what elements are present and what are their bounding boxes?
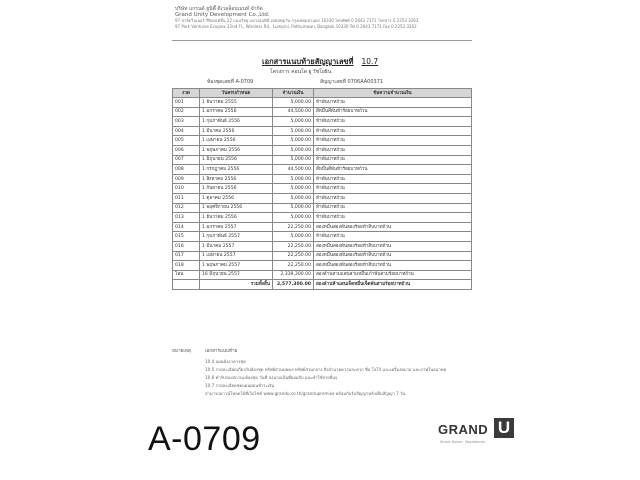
contract-number: 0706AA00371 xyxy=(347,79,384,85)
total-empty-cell xyxy=(173,280,200,290)
table-row xyxy=(173,126,472,136)
row-due-date: 1 พฤศจิกายน 2556 xyxy=(200,203,273,213)
row-amount-text: ห้าพันบาทถ้วน xyxy=(314,232,472,242)
row-amount: 22,250.00 xyxy=(273,241,314,251)
remark-item: 10.5 รายละเอียดเกี่ยวกับห้องชุด ทรัพย์ส่วนบุคคล ทรัพย์ส่วนกลาง สิ่งอำนวยความสะดวก ชื่อ โลโก้ และเครื่องหมาย และภาพในอนาคต xyxy=(205,367,447,372)
row-amount: 44,500.00 xyxy=(273,107,314,117)
table-row xyxy=(173,270,472,280)
row-installment: 011 xyxy=(173,193,200,203)
row-due-date: 1 มีนาคม 2557 xyxy=(200,241,273,251)
row-amount-text: ห้าพันบาทถ้วน xyxy=(314,117,472,127)
row-amount: 44,500.00 xyxy=(273,165,314,175)
row-installment: 006 xyxy=(173,145,200,155)
document-title-text: เอกสารแนบท้ายสัญญาเลขที่ xyxy=(262,57,354,66)
row-due-date: 1 มกราคม 2557 xyxy=(200,222,273,232)
row-amount: 22,250.00 xyxy=(273,261,314,271)
row-amount: 2,339,300.00 xyxy=(273,270,314,280)
row-installment: 017 xyxy=(173,251,200,261)
header-installment: งวด xyxy=(173,89,200,98)
remarks-label: หมายเหตุ xyxy=(172,349,191,354)
contract-label: สัญญาเลขที่ xyxy=(320,79,346,85)
company-header xyxy=(175,6,418,30)
total-amount: 2,577,300.00 xyxy=(273,280,314,290)
row-due-date: 16 มิถุนายน 2557 xyxy=(200,270,273,280)
company-address-en: 97 Park Ventures Ecoplex 22nd Fl., Wireless Rd., Lumpini, Pathumwan, Bangkok 10330 Tel 0 2643 7171 Fax 0 2253 3263 xyxy=(175,24,417,29)
row-amount: 5,000.00 xyxy=(273,174,314,184)
table-row xyxy=(173,107,472,117)
table-row xyxy=(173,174,472,184)
row-amount-text: ห้าพันบาทถ้วน xyxy=(314,213,472,223)
document-title-number: 10.7 xyxy=(361,57,379,66)
row-installment: 009 xyxy=(173,174,200,184)
company-address-th: 97 ปาร์ควีนเนอร์ รีซิเดนท์ชั้น 22 ถนนวิทยุ แขวงลุมพินี เขตปทุมวัน กรุงเทพมหานคร 10330 โทรศัพท์ 0 2643 7171 โทรสาร 0 2253 3263 xyxy=(175,18,419,23)
row-amount: 5,000.00 xyxy=(273,203,314,213)
row-amount-text: สองหมื่นสองพันสองร้อยห้าสิบบาทถ้วน xyxy=(314,261,472,271)
row-amount-text: สองล้านสามแสนสามหมื่นเก้าพันสามร้อยบาทถ้วน xyxy=(314,270,472,280)
table-row xyxy=(173,145,472,155)
row-due-date: 1 กันยายน 2556 xyxy=(200,184,273,194)
row-due-date: 1 สิงหาคม 2556 xyxy=(200,174,273,184)
total-amount-text: สองล้านห้าแสนเจ็ดหมื่นเจ็ดพันสามร้อยบาทถ้วน xyxy=(314,280,472,290)
row-amount: 5,000.00 xyxy=(273,136,314,146)
table-row xyxy=(173,193,472,203)
total-row xyxy=(173,280,472,290)
row-amount: 5,000.00 xyxy=(273,213,314,223)
row-installment: 015 xyxy=(173,232,200,242)
row-due-date: 1 พฤษภาคม 2557 xyxy=(200,261,273,271)
row-amount-text: สี่หมื่นสี่พันห้าร้อยบาทถ้วน xyxy=(314,165,472,175)
row-installment: 005 xyxy=(173,136,200,146)
row-due-date: 1 ธันวาคม 2555 xyxy=(200,98,273,108)
row-installment: 010 xyxy=(173,184,200,194)
row-installment: 012 xyxy=(173,203,200,213)
header-due-date: วันครบกำหนด xyxy=(200,89,273,98)
table-row xyxy=(173,165,472,175)
row-installment: 001 xyxy=(173,98,200,108)
row-amount-text: สี่หมื่นสี่พันห้าร้อยบาทถ้วน xyxy=(314,107,472,117)
header-amount: จำนวนเงิน xyxy=(273,89,314,98)
row-due-date: 1 เมษายน 2556 xyxy=(200,136,273,146)
row-due-date: 1 ตุลาคม 2556 xyxy=(200,193,273,203)
row-amount-text: ห้าพันบาทถ้วน xyxy=(314,145,472,155)
company-name-en: Grand Unity Development Co.,Ltd. xyxy=(175,12,270,18)
row-installment: 014 xyxy=(173,222,200,232)
table-row xyxy=(173,213,472,223)
table-header-row xyxy=(173,89,472,98)
row-amount-text: ห้าพันบาทถ้วน xyxy=(314,98,472,108)
row-due-date: 1 มีนาคม 2556 xyxy=(200,126,273,136)
project-name: โครงการ คอนโด ยู รัชโยธิน xyxy=(270,69,332,75)
row-amount-text: ห้าพันบาทถ้วน xyxy=(314,174,472,184)
remarks-list xyxy=(205,358,446,398)
row-amount: 5,000.00 xyxy=(273,184,314,194)
header-amount-text: ข้อความจำนวนเงิน xyxy=(314,89,472,98)
row-amount: 5,000.00 xyxy=(273,155,314,165)
row-amount: 5,000.00 xyxy=(273,117,314,127)
row-due-date: 1 เมษายน 2557 xyxy=(200,251,273,261)
row-amount: 5,000.00 xyxy=(273,126,314,136)
row-amount: 5,000.00 xyxy=(273,98,314,108)
remark-item: สามารถดาวน์โหลดได้ที่เว็บไซต์ www.grandu.co.th/grandupremise พร้อมกับรับสัญญาหลังเซ็นสัญญา 7 วัน xyxy=(205,391,406,396)
row-amount-text: ห้าพันบาทถ้วน xyxy=(314,184,472,194)
row-amount: 22,250.00 xyxy=(273,222,314,232)
document-title xyxy=(262,56,378,68)
remark-item: 10.6 คำรับรองสถานะห้องชุด วันที่ ลงนามเป็นที่ยอมรับ และคำใช้จ่ายอื่นๆ xyxy=(205,375,338,380)
total-label: รวมทั้งสิ้น xyxy=(200,280,273,290)
row-amount-text: ห้าพันบาทถ้วน xyxy=(314,193,472,203)
table-row xyxy=(173,251,472,261)
row-amount-text: สองหมื่นสองพันสองร้อยห้าสิบบาทถ้วน xyxy=(314,241,472,251)
row-amount-text: ห้าพันบาทถ้วน xyxy=(314,155,472,165)
header-divider xyxy=(172,40,472,41)
row-installment: 016 xyxy=(173,241,200,251)
row-amount-text: สองหมื่นสองพันสองร้อยห้าสิบบาทถ้วน xyxy=(314,251,472,261)
table-row xyxy=(173,222,472,232)
row-due-date: 1 กุมภาพันธ์ 2556 xyxy=(200,117,273,127)
remarks-title: เอกสารแนบท้าย xyxy=(205,349,238,354)
logo-letter: U xyxy=(494,418,514,438)
table-row xyxy=(173,203,472,213)
row-amount-text: สองหมื่นสองพันสองร้อยห้าสิบบาทถ้วน xyxy=(314,222,472,232)
room-info xyxy=(207,78,253,86)
row-due-date: 1 มกราคม 2556 xyxy=(200,107,273,117)
row-due-date: 1 กุมภาพันธ์ 2557 xyxy=(200,232,273,242)
row-amount-text: ห้าพันบาทถ้วน xyxy=(314,203,472,213)
row-installment: 007 xyxy=(173,155,200,165)
row-installment: 003 xyxy=(173,117,200,127)
table-row xyxy=(173,241,472,251)
row-amount: 5,000.00 xyxy=(273,232,314,242)
row-due-date: 1 มิถุนายน 2556 xyxy=(200,155,273,165)
row-installment: 018 xyxy=(173,261,200,271)
row-due-date: 1 กรกฎาคม 2556 xyxy=(200,165,273,175)
payment-schedule-table xyxy=(172,88,472,290)
logo-text: GRAND xyxy=(438,422,489,437)
row-installment: 013 xyxy=(173,213,200,223)
row-installment: 008 xyxy=(173,165,200,175)
table-row xyxy=(173,232,472,242)
row-installment: 002 xyxy=(173,107,200,117)
logo-tagline: Smart Home · Residences xyxy=(440,440,486,444)
table-row xyxy=(173,155,472,165)
row-installment: 004 xyxy=(173,126,200,136)
contract-info xyxy=(320,78,383,86)
table-row xyxy=(173,184,472,194)
company-name-th: บริษัท แกรนด์ ยูนิตี้ ดีเวลล็อปเมนท์ จำกัด xyxy=(175,6,263,12)
row-installment: โอน xyxy=(173,270,200,280)
remark-item: 10.7 รายละเอียดชุดแผนผ่อนชำระเงิน xyxy=(205,383,275,388)
unit-code-label: A-0709 xyxy=(148,420,261,458)
grandu-logo xyxy=(438,418,518,452)
table-row xyxy=(173,98,472,108)
row-due-date: 1 ธันวาคม 2556 xyxy=(200,213,273,223)
table-row xyxy=(173,117,472,127)
room-label: ห้องชุดเลขที่ xyxy=(207,79,234,85)
room-number: A-0709 xyxy=(235,79,254,85)
row-amount-text: ห้าพันบาทถ้วน xyxy=(314,136,472,146)
row-due-date: 1 พฤษภาคม 2556 xyxy=(200,145,273,155)
remark-item: 10.4 แผนผังอาคารชุด xyxy=(205,359,246,364)
payment-rows xyxy=(173,98,472,280)
row-amount-text: ห้าพันบาทถ้วน xyxy=(314,126,472,136)
row-amount: 5,000.00 xyxy=(273,145,314,155)
row-amount: 5,000.00 xyxy=(273,193,314,203)
table-row xyxy=(173,136,472,146)
table-row xyxy=(173,261,472,271)
row-amount: 22,250.00 xyxy=(273,251,314,261)
